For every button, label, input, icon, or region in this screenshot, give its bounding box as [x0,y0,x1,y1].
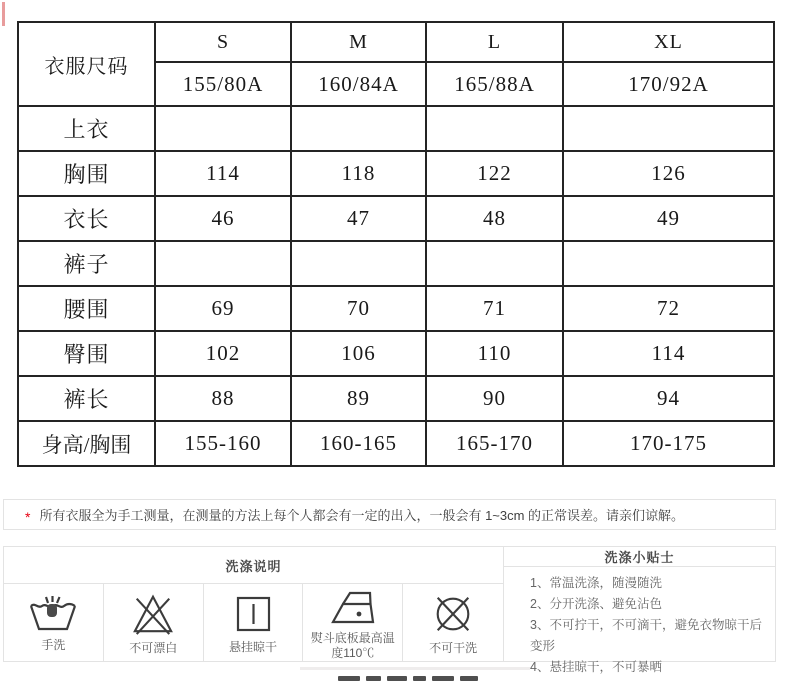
table-row [18,196,774,241]
row-label: 腰围 [18,286,155,331]
cell-value: 90 [426,376,563,421]
table-row [18,421,774,466]
clipped-red-mark [2,2,5,26]
size-spec-cell: 165/88A [426,62,563,106]
table-row [18,286,774,331]
wash-tip: 4、悬挂晾干，不可暴晒 [530,660,662,674]
cell-value: 118 [291,151,426,196]
cell-value: 47 [291,196,426,241]
cell-value [291,106,426,151]
row-label: 臀围 [18,331,155,376]
corner-label-cell: 衣服尺码 [18,22,155,106]
size-col-header: M [291,22,426,62]
size-spec-cell: 160/84A [291,62,426,106]
no-bleach-icon [130,592,176,636]
cell-value: 88 [155,376,291,421]
cell-value: 70 [291,286,426,331]
hang-dry-icon [231,593,275,635]
cell-value: 155-160 [155,421,291,466]
cell-value: 71 [426,286,563,331]
table-row [18,376,774,421]
cell-value: 49 [563,196,774,241]
cell-value: 122 [426,151,563,196]
table-row [18,241,774,286]
measurement-note-text: 所有衣服全为手工测量，在测量的方法上每个人都会有一定的出入，一般会有 1~3cm 的正常误差。请亲们谅解。 [39,508,685,523]
cell-value [155,241,291,286]
cell-value: 102 [155,331,291,376]
cell-value: 114 [155,151,291,196]
wash-instructions-title: 洗涤说明 [4,547,503,584]
cell-value: 110 [426,331,563,376]
care-symbol-hand-wash [4,584,104,661]
wash-tips-list [504,567,775,678]
hand-wash-icon [29,595,77,633]
wash-tip: 2、分开洗涤、避免沾色 [530,597,662,611]
care-symbol-no-bleach [104,584,204,661]
care-symbol-no-dry-clean [403,584,503,661]
cell-value [291,241,426,286]
row-label: 裤子 [18,241,155,286]
cell-value [563,241,774,286]
cell-value: 94 [563,376,774,421]
cell-value [155,106,291,151]
cell-value: 170-175 [563,421,774,466]
cell-value: 165-170 [426,421,563,466]
wash-tip: 3、不可拧干，不可滴干，避免衣物晾干后变形 [530,618,762,653]
care-symbol-iron-max-110c [303,584,403,661]
care-symbol-label: 熨斗底板最高温度110℃ [310,631,395,660]
care-instructions-panel [3,546,776,674]
clipped-text-shadow [300,667,530,670]
cell-value [426,106,563,151]
cell-value: 106 [291,331,426,376]
size-col-header: L [426,22,563,62]
measurement-note [3,499,776,530]
cell-value: 48 [426,196,563,241]
no-dry-clean-icon [430,592,476,636]
care-symbol-label: 悬挂晾干 [228,639,277,654]
cell-value: 160-165 [291,421,426,466]
cell-value: 89 [291,376,426,421]
cell-value: 114 [563,331,774,376]
care-symbol-label: 手洗 [41,637,66,652]
table-row [18,106,774,151]
table-row [18,331,774,376]
iron-max-110c-icon [329,586,377,626]
row-label: 胸围 [18,151,155,196]
required-asterisk: * [25,508,31,525]
wash-symbols-row [4,584,503,661]
cell-value: 46 [155,196,291,241]
table-row [18,151,774,196]
cell-value [426,241,563,286]
care-symbol-hang-dry [204,584,304,661]
size-chart-table [17,21,775,467]
care-symbol-label: 不可漂白 [129,640,178,655]
size-col-header: XL [563,22,774,62]
wash-tip: 1、常温洗涤，随漫随洗 [530,576,662,590]
size-spec-cell: 170/92A [563,62,774,106]
cell-value [563,106,774,151]
size-col-header: S [155,22,291,62]
wash-symbols-section [4,547,504,661]
clipped-text-fragment [338,676,478,683]
row-label: 身高/胸围 [18,421,155,466]
row-label: 裤长 [18,376,155,421]
wash-tips-section [504,547,775,674]
cell-value: 69 [155,286,291,331]
wash-tips-title: 洗涤小贴士 [504,547,775,567]
size-spec-cell: 155/80A [155,62,291,106]
care-symbol-label: 不可干洗 [429,640,478,655]
row-label: 上衣 [18,106,155,151]
row-label: 衣长 [18,196,155,241]
cell-value: 126 [563,151,774,196]
cell-value: 72 [563,286,774,331]
